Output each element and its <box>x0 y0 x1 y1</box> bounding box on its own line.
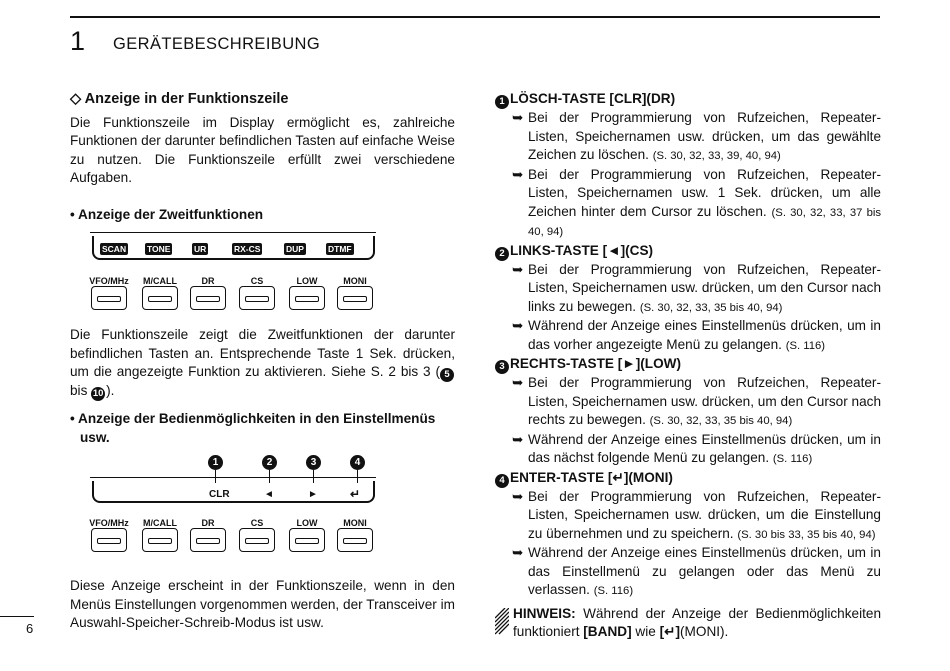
key-label-mcall: M/CALL <box>143 276 177 286</box>
second-function-panel <box>70 230 375 316</box>
arrow-bullet-icon: ➥ <box>512 110 524 125</box>
callout-1: 1 <box>208 455 223 470</box>
chapter-title: GERÄTEBESCHREIBUNG <box>113 35 321 53</box>
item-2-sub-1: ➥ Bei der Programmierung von Rufzeichen, Repeater-Listen, Speichernamen usw. drücken, um den Cursor nach links zu bewegen. (S. 30, 32, 33, 35 bis 40, 94) <box>512 261 881 314</box>
arrow-bullet-icon: ➥ <box>512 261 524 277</box>
key-label-vfo: VFO/MHz <box>89 276 129 286</box>
key-label-dr: DR <box>201 518 215 528</box>
item-heading-1: 1 LÖSCH-TASTE [CLR](DR) <box>495 90 881 109</box>
key-low <box>289 528 325 552</box>
page-reference: (S. 116) <box>772 453 813 465</box>
arrow-bullet-icon: ➥ <box>512 166 524 182</box>
key-label-mcall: M/CALL <box>143 518 177 528</box>
item-2-sub-2: ➥ Während der Anzeige eines Einstellmenüs drücken, um in das vorher angezeigte Menü zu gelangen. (S. 116) <box>512 318 881 352</box>
item-heading-3: 3 RECHTS-TASTE [►](LOW) <box>495 355 881 374</box>
circled-number-5: 5 <box>440 368 454 382</box>
circled-number-3: 3 <box>495 360 509 374</box>
key-low <box>289 286 325 310</box>
chapter-number: 1 <box>70 26 86 56</box>
key-vfo <box>91 528 127 552</box>
chip-rx-cs: RX-CS <box>234 244 261 254</box>
circled-number-4: 4 <box>495 474 509 488</box>
note-band-key: [BAND] <box>583 624 632 639</box>
left-column <box>70 90 455 633</box>
item-1-sub-1: ➥ Bei der Programmierung von Rufzeichen, Repeater-Listen, Speichernamen usw. drücken, um das gewählte Zeichen zu löschen. (S. 30, 32, 33, 39, 40, 94) <box>512 110 881 162</box>
display-frame <box>92 481 375 503</box>
menu-operation-panel <box>70 455 375 565</box>
item-4-sub-1: ➥ Bei der Programmierung von Rufzeichen, Repeater-Listen, Speichernamen usw. drücken, um die Einstellung zu übernehmen und zu speichern. (S. 30 bis 33, 35 bis 40, 94) <box>512 488 881 541</box>
key-dr <box>190 286 226 310</box>
circled-number-2: 2 <box>495 247 509 261</box>
chip-dtmf: DTMF <box>328 244 352 254</box>
page-number: 6 <box>0 616 34 636</box>
item-1-sub-2: ➥ Bei der Programmierung von Rufzeichen, Repeater-Listen, Speichernamen usw. 1 Sek. drücken, um alle Zeichen hinter dem Cursor zu löschen. (S. 30, 32, 33, 37 bis 40, 94) <box>512 166 882 238</box>
item-heading-2: 2 LINKS-TASTE [◄](CS) <box>495 242 881 261</box>
bullet-heading-second-functions: • Anzeige der Zweitfunktionen <box>70 206 264 222</box>
key-vfo <box>91 286 127 310</box>
key-cs <box>239 286 275 310</box>
section-heading: ◇ Anzeige in der Funktionszeile <box>70 91 289 107</box>
page-reference: (S. 30, 32, 33, 37 bis 40, 94) <box>528 206 882 238</box>
item-3-sub-2: ➥ Während der Anzeige eines Einstellmenüs drücken, um in das nächst folgende Menü zu gelangen. (S. 116) <box>512 431 881 465</box>
key-dr <box>190 528 226 552</box>
chip-scan: SCAN <box>102 244 127 254</box>
callout-2: 2 <box>262 455 277 470</box>
callout-4: 4 <box>350 455 365 470</box>
note-enter-key: [↵] <box>659 624 681 639</box>
bullet-heading-menu-operations: • Anzeige der Bedienmöglichkeiten in den Einstellmenüs usw. <box>70 411 436 445</box>
display-clr: CLR <box>209 489 230 500</box>
display-left-arrow: ◄ <box>264 489 274 500</box>
menu-operation-paragraph: Diese Anzeige erscheint in der Funktionszeile, wenn in den Menüs Einstellungen vorgenommen werden, der Transceiver im Auswahl-Speicher-Schreib-Modus ist usw. <box>70 578 455 630</box>
callout-3: 3 <box>306 455 321 470</box>
page-reference: (S. 30, 32, 33, 39, 40, 94) <box>652 150 781 162</box>
page-reference: (S. 30 bis 33, 35 bis 40, 94) <box>737 528 876 541</box>
right-column <box>495 90 881 642</box>
key-moni <box>337 286 373 310</box>
item-heading-4: 4 ENTER-TASTE [↵](MONI) <box>495 469 881 488</box>
key-label-cs: CS <box>250 518 264 528</box>
key-label-low: LOW <box>296 276 318 286</box>
key-moni <box>337 528 373 552</box>
arrow-bullet-icon: ➥ <box>512 375 524 390</box>
page-reference: (S. 30, 32, 33, 35 bis 40, 94) <box>649 415 793 427</box>
display-enter-symbol: ↵ <box>350 487 361 501</box>
key-label-moni: MONI <box>343 518 367 528</box>
key-label-dr: DR <box>201 276 215 286</box>
key-label-cs: CS <box>250 276 264 286</box>
page-reference: (S. 116) <box>593 585 634 597</box>
note-hatch-icon <box>495 608 509 635</box>
key-label-moni: MONI <box>343 276 367 286</box>
chip-tone: TONE <box>147 244 171 254</box>
arrow-bullet-icon: ➥ <box>512 431 524 447</box>
chip-dup: DUP <box>286 244 304 254</box>
circled-number-1: 1 <box>495 95 509 109</box>
display-right-arrow: ► <box>308 489 318 500</box>
header-rule <box>70 16 880 18</box>
circled-number-10: 10 <box>92 388 104 399</box>
key-cs <box>239 528 275 552</box>
display-top-line <box>90 477 376 478</box>
page-reference: (S. 116) <box>785 339 826 352</box>
second-function-paragraph: Die Funktionszeile zeigt die Zweitfunktionen der darunter befindlichen Tasten an. Entsprechende Taste 1 Sek. drücken, um die angezeigte Funktion zu aktivieren. Siehe S. 2 bis 3 ( 5 bis 10 ). <box>70 327 455 399</box>
chip-ur: UR <box>194 244 207 254</box>
key-description-list <box>495 90 881 601</box>
arrow-bullet-icon: ➥ <box>512 488 524 504</box>
item-4-sub-2: ➥ Während der Anzeige eines Einstellmenüs drücken, um in das Einstellmenü zu gelangen oder das Menü zu verlassen. (S. 116) <box>512 545 881 597</box>
key-mcall <box>142 528 178 552</box>
arrow-bullet-icon: ➥ <box>512 318 524 333</box>
intro-paragraph: Die Funktionszeile im Display ermöglicht es, zahlreiche Funktionen der darunter befindlichen Tasten auf einfache Weise zu nutzen. Die Funktionszeile erfüllt zwei verschiedene Aufgaben. <box>70 114 455 185</box>
page-reference: (S. 30, 32, 33, 35 bis 40, 94) <box>639 301 783 314</box>
display-top-line <box>90 232 376 233</box>
key-label-low: LOW <box>296 518 318 528</box>
note-box: HINWEIS: Während der Anzeige der Bedienmöglichkeiten funktioniert [BAND] wie [↵](MONI). <box>495 605 881 642</box>
arrow-bullet-icon: ➥ <box>512 545 524 560</box>
note-label: HINWEIS: <box>513 605 576 621</box>
key-mcall <box>142 286 178 310</box>
item-3-sub-1: ➥ Bei der Programmierung von Rufzeichen, Repeater-Listen, Speichernamen usw. drücken, um den Cursor nach rechts zu bewegen. (S. 30, 32, 33, 35 bis 40, 94) <box>512 375 881 427</box>
key-label-vfo: VFO/MHz <box>89 518 129 528</box>
